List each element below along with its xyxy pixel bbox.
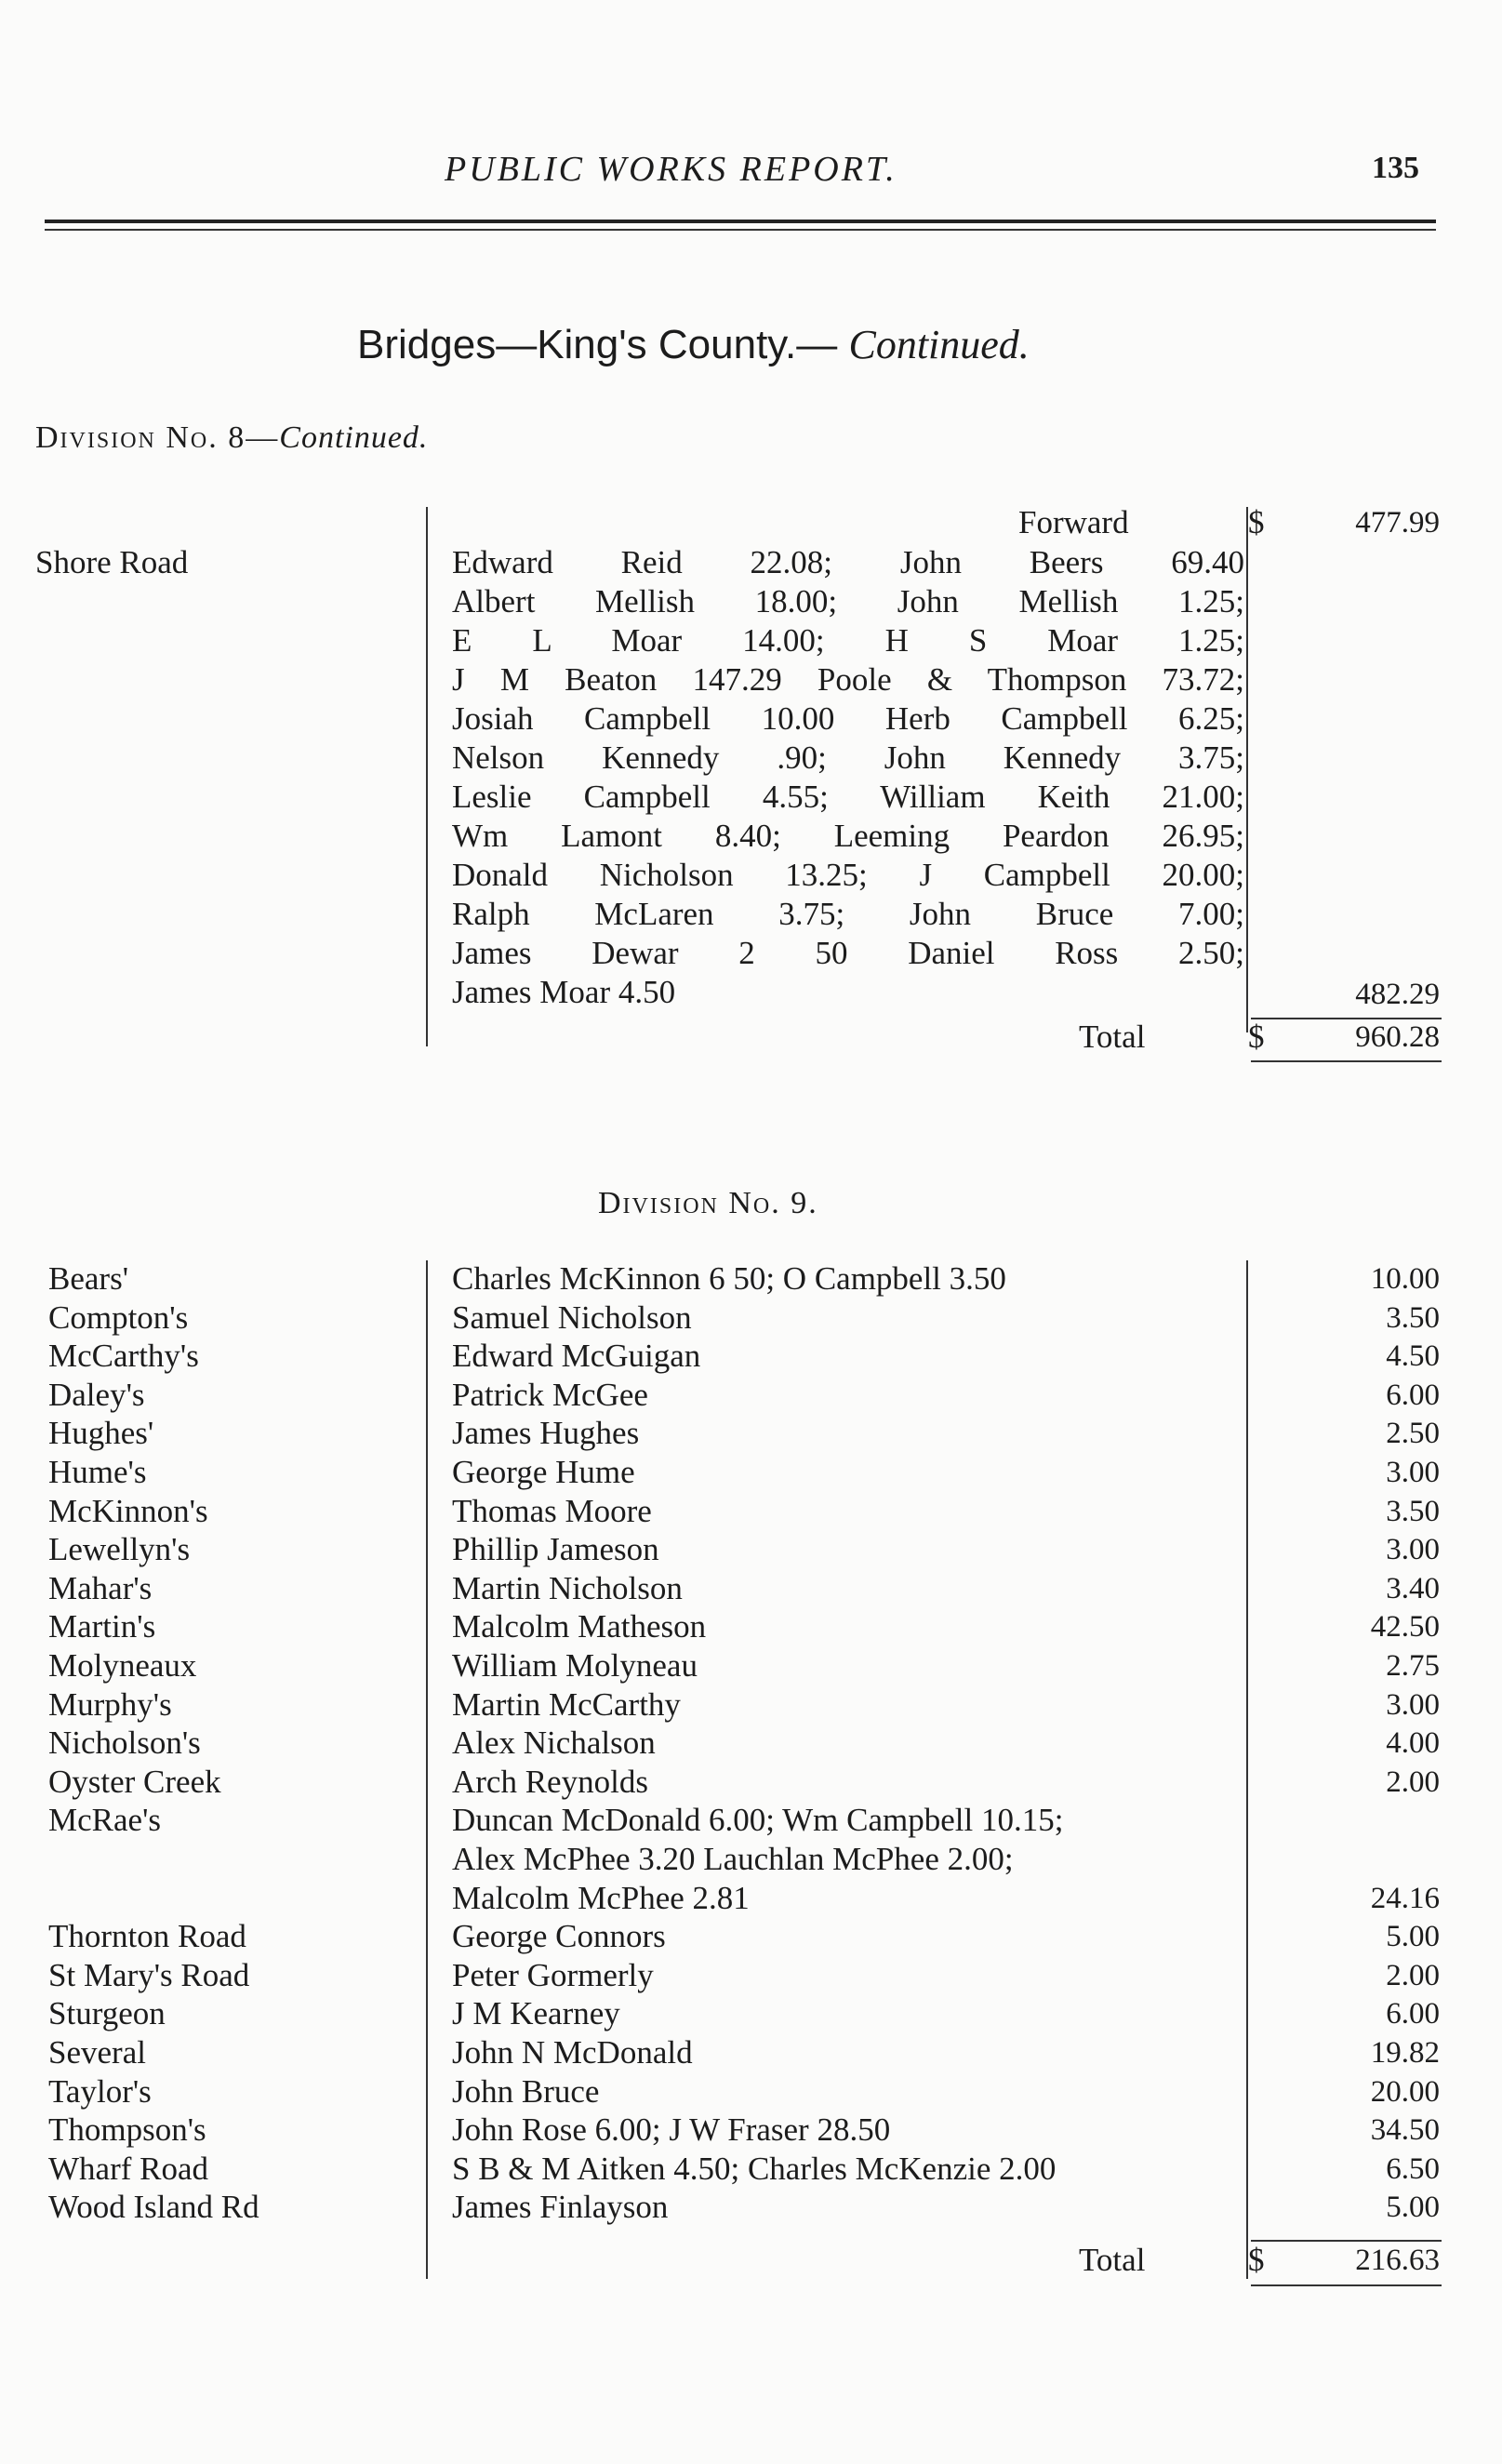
place-name: Daley's (48, 1377, 145, 1413)
forward-amount: 477.99 (1355, 506, 1440, 539)
amount: 3.00 (1386, 1533, 1440, 1566)
amount: 4.50 (1386, 1339, 1440, 1373)
amount: 5.00 (1386, 2191, 1440, 2224)
place-name: St Mary's Road (48, 1957, 250, 1993)
place-name: Oyster Creek (48, 1764, 221, 1800)
amount: 3.00 (1386, 1456, 1440, 1489)
amount: 42.50 (1370, 1610, 1440, 1644)
payee-line: Alex Nichalson (452, 1725, 656, 1761)
amount: 6.00 (1386, 1997, 1440, 2031)
amount: 20.00 (1370, 2075, 1440, 2109)
payee-line: George Hume (452, 1454, 635, 1490)
payee-line: Ralph McLaren 3.75; John Bruce 7.00; (452, 896, 1244, 932)
payee-line: Malcolm Matheson (452, 1608, 707, 1645)
payee-line: Martin Nicholson (452, 1570, 683, 1606)
payee-line: John N McDonald (452, 2034, 693, 2071)
place-name: Hume's (48, 1454, 147, 1490)
payee-line: James Dewar 2 50 Daniel Ross 2.50; (452, 935, 1244, 971)
amount: 34.50 (1370, 2113, 1440, 2147)
amount: 3.50 (1386, 1495, 1440, 1528)
division-8-total-amount: 960.28 (1355, 1020, 1440, 1054)
payee-line: S B & M Aitken 4.50; Charles McKenzie 2.00 (452, 2151, 1057, 2187)
place-name: Hughes' (48, 1415, 154, 1451)
place-name: Martin's (48, 1608, 156, 1645)
division-8-right-rule (1246, 507, 1248, 1032)
payee-line: Albert Mellish 18.00; John Mellish 1.25; (452, 583, 1244, 619)
payee-line: Peter Gormerly (452, 1957, 654, 1993)
division-9-total-dollar: $ (1248, 2242, 1265, 2278)
place-name: Wood Island Rd (48, 2189, 259, 2225)
forward-label: Forward (1018, 504, 1129, 540)
payee-line: J M Beaton 147.29 Poole & Thompson 73.72; (452, 661, 1244, 698)
payee-line: Arch Reynolds (452, 1764, 648, 1800)
amount: 6.50 (1386, 2152, 1440, 2186)
amount: 24.16 (1370, 1882, 1440, 1915)
place-name: McKinnon's (48, 1493, 208, 1529)
payee-line: Charles McKinnon 6 50; O Campbell 3.50 (452, 1260, 1006, 1297)
place-name: Bears' (48, 1260, 128, 1297)
division-8-subtotal: 482.29 (1355, 978, 1440, 1011)
division-9-subtotal-rule (1251, 2240, 1442, 2242)
place-name: Wharf Road (48, 2151, 209, 2187)
payee-line: Donald Nicholson 13.25; J Campbell 20.00; (452, 857, 1244, 893)
place-name: McRae's (48, 1802, 161, 1838)
division-8-total-dollar: $ (1248, 1019, 1265, 1055)
place-name: Thornton Road (48, 1918, 246, 1954)
amount: 4.00 (1386, 1726, 1440, 1760)
header-rule-thin (45, 229, 1436, 231)
amount: 19.82 (1370, 2036, 1440, 2070)
running-head (0, 149, 1502, 195)
total-rule (1251, 1060, 1442, 1062)
payee-line: Duncan McDonald 6.00; Wm Campbell 10.15; (452, 1802, 1064, 1838)
amount: 3.40 (1386, 1572, 1440, 1605)
division-9-total-label: Total (1079, 2242, 1146, 2278)
payee-line: James Hughes (452, 1415, 640, 1451)
payee-line: Nelson Kennedy .90; John Kennedy 3.75; (452, 739, 1244, 776)
amount: 3.00 (1386, 1688, 1440, 1722)
payee-line: Alex McPhee 3.20 Lauchlan McPhee 2.00; (452, 1841, 1014, 1877)
payee-line: George Connors (452, 1918, 666, 1954)
running-title: PUBLIC WORKS REPORT. (445, 150, 897, 189)
place-name: Murphy's (48, 1686, 172, 1723)
payee-line: Thomas Moore (452, 1493, 652, 1529)
division-9-heading: Division No. 9. (598, 1186, 818, 1220)
division-8-left-rule (426, 507, 428, 1046)
payee-line: Samuel Nicholson (452, 1299, 692, 1336)
payee-line: Edward McGuigan (452, 1338, 701, 1374)
place-name: Mahar's (48, 1570, 153, 1606)
payee-line: E L Moar 14.00; H S Moar 1.25; (452, 622, 1244, 659)
amount: 10.00 (1370, 1262, 1440, 1296)
forward-dollar: $ (1248, 504, 1265, 540)
place-name: Lewellyn's (48, 1531, 191, 1567)
title-main: Bridges—King's County.— (357, 322, 838, 367)
place-name: Sturgeon (48, 1995, 166, 2031)
payee-line: Phillip Jameson (452, 1531, 659, 1567)
place-name: Compton's (48, 1299, 189, 1336)
amount: 2.75 (1386, 1649, 1440, 1683)
payee-line: Malcolm McPhee 2.81 (452, 1880, 750, 1916)
place-shore-road: Shore Road (35, 544, 189, 580)
division-9-left-rule (426, 1260, 428, 2279)
page-title (357, 321, 1030, 368)
payee-line: Wm Lamont 8.40; Leeming Peardon 26.95; (452, 818, 1244, 854)
payee-line: Josiah Campbell 10.00 Herb Campbell 6.25; (452, 700, 1244, 737)
division-9-total-rule (1251, 2284, 1442, 2286)
payee-line: Martin McCarthy (452, 1686, 681, 1723)
payee-line: James Moar 4.50 (452, 974, 676, 1010)
payee-line: Patrick McGee (452, 1377, 648, 1413)
division-9-total-amount: 216.63 (1355, 2244, 1440, 2277)
place-name: Taylor's (48, 2073, 152, 2110)
payee-line: John Bruce (452, 2073, 600, 2110)
title-continued: Continued. (848, 322, 1030, 367)
amount: 2.50 (1386, 1417, 1440, 1450)
amount: 6.00 (1386, 1379, 1440, 1412)
place-name: Nicholson's (48, 1725, 201, 1761)
payee-line: William Molyneau (452, 1647, 698, 1684)
header-rule (45, 220, 1436, 223)
amount: 2.00 (1386, 1959, 1440, 1992)
payee-line: John Rose 6.00; J W Fraser 28.50 (452, 2111, 891, 2148)
place-name: Several (48, 2034, 146, 2071)
division-8-heading: Division No. 8—Continued. (35, 420, 429, 455)
amount: 2.00 (1386, 1765, 1440, 1799)
payee-line: Leslie Campbell 4.55; William Keith 21.00; (452, 779, 1244, 815)
payee-line: J M Kearney (452, 1995, 620, 2031)
division-8-total-label: Total (1079, 1019, 1146, 1055)
amount: 3.50 (1386, 1301, 1440, 1335)
subtotal-rule (1251, 1018, 1442, 1019)
payee-line: Edward Reid 22.08; John Beers 69.40 (452, 544, 1244, 580)
place-name: McCarthy's (48, 1338, 199, 1374)
page-number: 135 (1372, 151, 1419, 185)
payee-line: James Finlayson (452, 2189, 669, 2225)
amount: 5.00 (1386, 1920, 1440, 1953)
place-name: Molyneaux (48, 1647, 197, 1684)
division-9-right-rule (1246, 1260, 1248, 2279)
place-name: Thompson's (48, 2111, 206, 2148)
